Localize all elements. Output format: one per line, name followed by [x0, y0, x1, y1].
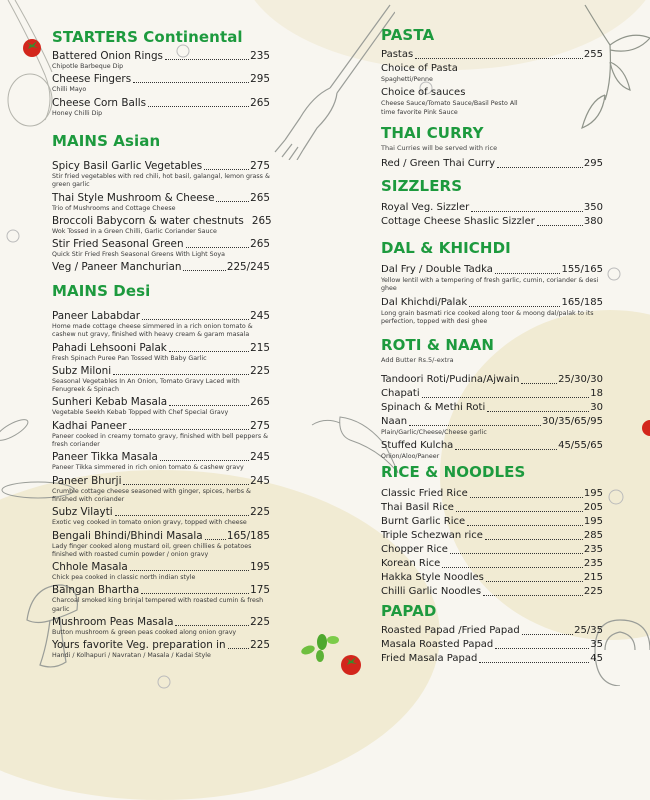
menu-item: Bengali Bhindi/Bhindi Masala 165/185: [52, 529, 270, 542]
menu-item: Spicy Basil Garlic Vegetables 275: [52, 160, 270, 172]
section-mains-asian: [52, 132, 270, 274]
menu-item: Paneer Tikka Masala 245: [52, 451, 270, 464]
cucumber-icon: [0, 410, 40, 450]
menu-item: Chilli Garlic Noodles 225: [381, 586, 603, 597]
menu-item: Chapati 18: [381, 388, 603, 399]
item-description: Paneer cooked in creamy tomato gravy, finished with bell peppers & fresh coriander: [52, 432, 269, 449]
menu-item: Cheese Fingers 295: [52, 73, 270, 86]
menu-item: Hakka Style Noodles 215: [381, 572, 603, 583]
item-description: Yellow lentil with a tempering of fresh garlic, cumin, coriander & desi ghee: [381, 277, 599, 293]
menu-item: Broccoli Babycorn & water chestnuts 265: [52, 214, 272, 227]
menu-item: Roasted Papad /Fried Papad 25/35: [381, 625, 603, 636]
menu-item: Spinach & Methi Roti 30: [381, 402, 603, 413]
section-rice-noodles: [381, 463, 603, 599]
menu-item: Tandoori Roti/Pudina/Ajwain 25/30/30: [381, 374, 603, 385]
menu-item: Dal Khichdi/Palak 165/185: [381, 296, 603, 308]
item-description: Paneer Tikka simmered in rich onion tomato & cashew gravy: [52, 464, 244, 472]
item-description: Exotic veg cooked in tomato onion gravy, topped with cheese: [52, 519, 247, 527]
menu-item: Burnt Garlic Rice 195: [381, 516, 603, 527]
item-description: Crumble cottage cheese seasoned with ginger, spices, herbs & finished with coriander: [52, 487, 251, 503]
menu-item: Kadhai Paneer 275: [52, 419, 270, 432]
menu-item: Pahadi Lehsooni Palak 215: [52, 341, 270, 354]
menu-item: Masala Roasted Papad 35: [381, 639, 603, 650]
section-title: PASTA: [381, 26, 435, 44]
menu-item: Royal Veg. Sizzler 350: [381, 202, 603, 213]
section-sizzlers: [381, 177, 603, 229]
item-description: Seasonal Vegetables In An Onion, Tomato Gravy Laced with Fenugreek & Spinach: [52, 377, 240, 394]
item-description: Button mushroom & green peas cooked along onion gravy: [52, 629, 237, 637]
section-title: THAI CURRY: [381, 124, 484, 142]
section-dal-khichdi: [381, 239, 603, 328]
section-thai-curry: [381, 124, 603, 171]
menu-item: Korean Rice 235: [381, 558, 603, 569]
menu-item: Fried Masala Papad 45: [381, 653, 603, 664]
menu-item: Mushroom Peas Masala 225: [52, 616, 270, 629]
menu-item: Naan 30/35/65/95: [381, 416, 603, 427]
section-papad: [381, 602, 603, 666]
menu-item: Pastas 255: [381, 49, 603, 60]
section-title: RICE & NOODLES: [381, 463, 526, 481]
menu-item: Veg / Paneer Manchurian 225/245: [52, 261, 270, 274]
menu-item: Paneer Lababdar 245: [52, 310, 270, 322]
item-description: Lady finger cooked along mustard oil, green chillies & potatoes finished with roasted cumin powder / onion gravy: [52, 542, 252, 558]
item-description: Onion/Aloo/Paneer: [381, 453, 440, 461]
item-description: Charcoal smoked king brinjal tempered with roasted cumin & fresh garlic: [52, 597, 264, 613]
section-roti-naan: [381, 336, 603, 464]
menu-item: Paneer Bhurji 245: [52, 474, 270, 487]
menu-item: Stuffed Kulcha 45/55/65: [381, 440, 603, 452]
menu-item: Triple Schezwan rice 285: [381, 530, 603, 541]
menu-item: Choice of Pasta: [381, 63, 458, 74]
section-title: DAL & KHICHDI: [381, 239, 511, 257]
item-description: Honey Chilli Dip: [52, 109, 103, 117]
item-description: Spaghetti/Penne: [381, 76, 433, 83]
section-note: Thai Curries will be served with rice: [381, 144, 498, 152]
menu-item: Red / Green Thai Curry 295: [381, 158, 603, 169]
menu-item: Subz Miloni 225: [52, 364, 270, 377]
menu-item: Classic Fried Rice 195: [381, 488, 603, 499]
section-title: PAPAD: [381, 602, 437, 620]
item-description: Home made cottage cheese simmered in a rich onion tomato & cashew nut gravy, finished with heavy cream & garam masala: [52, 323, 253, 339]
section-title: STARTERS Continental: [52, 28, 243, 46]
menu-item: Cottage Cheese Shaslic Sizzler 380: [381, 216, 603, 227]
item-description: Stir fried vegetables with red chili, hot basil, galangal, lemon grass & green garlic: [52, 173, 270, 189]
menu-item: Stir Fried Seasonal Green 265: [52, 238, 270, 251]
section-starters-continental: [52, 28, 270, 120]
ring-icon: [5, 228, 21, 244]
item-description: Trio of Mushrooms and Cottage Cheese: [52, 204, 176, 212]
item-description: Chilli Mayo: [52, 86, 87, 94]
menu-item: Baingan Bhartha 175: [52, 584, 270, 597]
item-description: Chick pea cooked in classic north indian style: [52, 574, 196, 582]
tomato-icon: [21, 36, 43, 58]
item-description: Quick Stir Fried Fresh Seasonal Greens With Light Soya: [52, 251, 226, 259]
menu-item: Cheese Corn Balls 265: [52, 96, 270, 109]
menu-item: Chopper Rice 235: [381, 544, 603, 555]
section-title: ROTI & NAAN: [381, 336, 495, 354]
menu-item: Chhole Masala 195: [52, 561, 270, 574]
section-mains-desi: [52, 282, 270, 663]
menu-item: Sunheri Kebab Masala 265: [52, 396, 270, 409]
item-description: Wok Tossed in a Green Chilli, Garlic Coriander Sauce: [52, 227, 217, 235]
section-note: Add Butter Rs.5/-extra: [381, 356, 454, 364]
item-description: Fresh Spinach Puree Pan Tossed With Baby Garlic: [52, 354, 207, 362]
menu-item: Yours favorite Veg. preparation in 225: [52, 639, 270, 652]
ring-icon: [606, 266, 622, 282]
menu-item: Thai Basil Rice 205: [381, 502, 603, 513]
section-title: SIZZLERS: [381, 177, 463, 195]
section-title: MAINS Desi: [52, 282, 151, 300]
section-pasta: [381, 26, 603, 119]
item-description: Cheese Sauce/Tomato Sauce/Basil Pesto All time favorite Pink Sauce: [381, 100, 518, 116]
menu-item: Choice of sauces: [381, 87, 466, 99]
menu-item: Subz Vilayti 225: [52, 506, 270, 519]
menu-item: Dal Fry / Double Tadka 155/165: [381, 264, 603, 275]
menu-item: Thai Style Mushroom & Cheese 265: [52, 191, 270, 204]
item-description: Chipotle Barbeque Dip: [52, 63, 124, 70]
item-description: Handi / Kolhapuri / Navratan / Masala / Kadai Style: [52, 652, 211, 660]
item-description: Long grain basmati rice cooked along toor & moong dal/palak to its perfection, topped with desi ghee: [381, 309, 594, 325]
item-description: Plain/Garlic/Cheese/Cheese garlic: [381, 429, 487, 436]
menu-item: Battered Onion Rings 235: [52, 50, 270, 62]
section-title: MAINS Asian: [52, 132, 161, 150]
item-description: Vegetable Seekh Kebab Topped with Chef Special Gravy: [52, 409, 229, 417]
